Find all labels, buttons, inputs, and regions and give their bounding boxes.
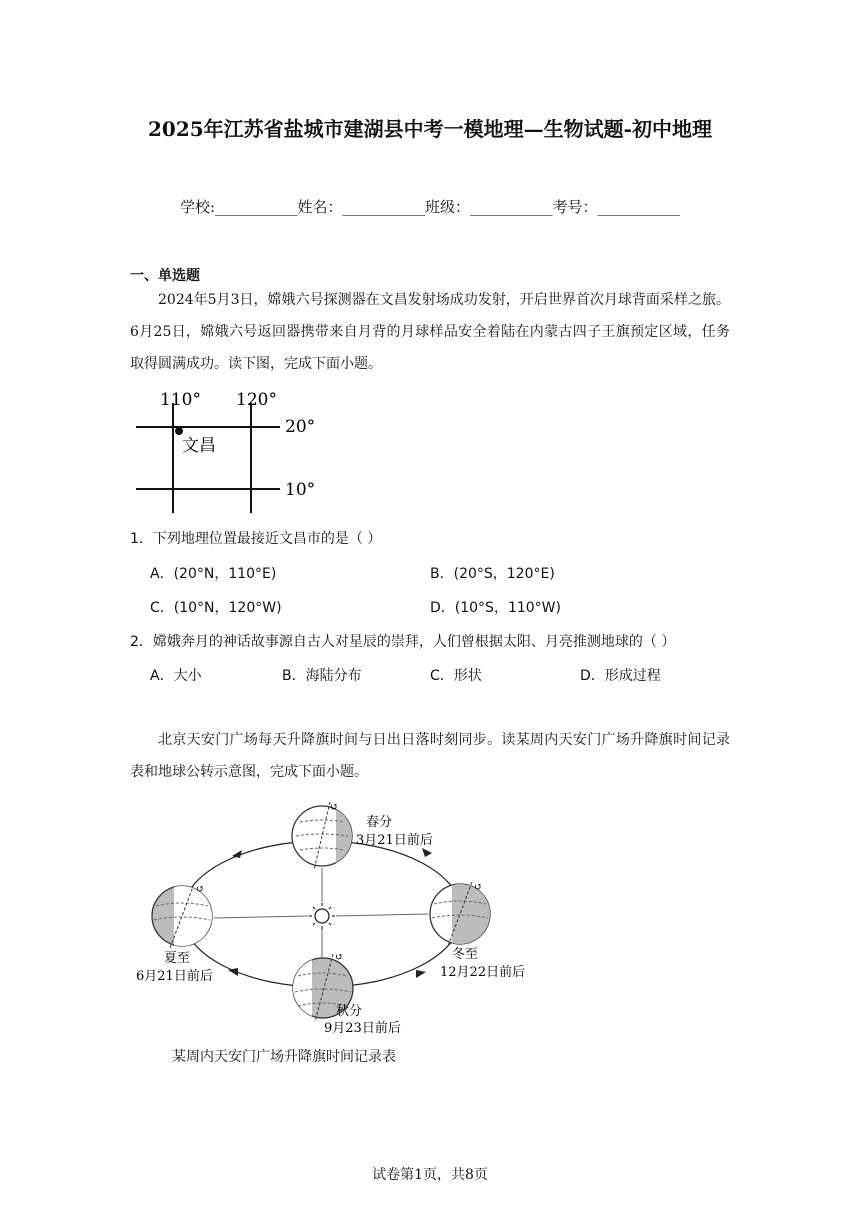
svg-text:↺: ↺ (335, 952, 344, 963)
question-1-stem: 1．下列地理位置最接近文昌市的是（ ） (130, 531, 382, 547)
earth-orbit-diagram (130, 800, 550, 1040)
section-heading: 一、单选题 (130, 268, 200, 284)
student-info-line: 学校:___________姓名：___________班级：___________考号：___________ (179, 198, 681, 216)
table-caption: 某周内天安门广场升降旗时间记录表 (172, 1049, 396, 1065)
question-2-option-b: B．海陆分布 (282, 668, 362, 684)
earth-summer-icon (152, 884, 214, 948)
page-footer: 试卷第1页，共8页 (372, 1167, 488, 1183)
question-2-option-d: D．形成过程 (580, 668, 661, 684)
earth-spring-icon (292, 802, 366, 870)
lat-label-10: 10° (285, 480, 316, 500)
city-label-wenchang: 文昌 (182, 436, 216, 456)
autumn-date: 9月23日前后 (324, 1021, 401, 1036)
sun-icon (309, 903, 335, 929)
lat-label-20: 20° (285, 417, 316, 437)
passage-2: 北京天安门广场每天升降旗时间与日出日落时刻同步。读某周内天安门广场升降旗时间记录表和地球公转示意图，完成下面小题。 (130, 732, 730, 780)
svg-text:↺: ↺ (474, 882, 483, 893)
wenchang-point (175, 427, 183, 435)
spring-label: 春分 (366, 815, 393, 830)
document-title: 2025年江苏省盐城市建湖县中考一模地理—生物试题-初中地理 (148, 117, 712, 141)
autumn-label: 秋分 (336, 1004, 363, 1019)
svg-text:↺: ↺ (330, 802, 339, 813)
orbit-arrow-icon (416, 970, 426, 978)
question-1-option-a: A．(20°N，110°E) (150, 566, 277, 582)
question-2-stem: 2．嫦娥奔月的神话故事源自古人对星辰的崇拜，人们曾根据太阳、月亮推测地球的（ ） (130, 634, 676, 650)
summer-date: 6月21日前后 (136, 969, 213, 984)
earth-winter-icon (430, 882, 492, 946)
question-1-option-c: C．(10°N，120°W) (150, 600, 282, 616)
summer-label: 夏至 (164, 951, 191, 966)
orbit-arrow-icon (422, 848, 432, 857)
lon-label-120: 120° (236, 390, 277, 410)
question-1-option-b: B．(20°S，120°E) (430, 566, 555, 582)
question-1-option-d: D．(10°S，110°W) (430, 600, 561, 616)
lat-lon-grid-map (130, 385, 330, 515)
passage-1: 2024年5月3日，嫦娥六号探测器在文昌发射场成功发射，开启世界首次月球背面采样之旅。6月25日，嫦娥六号返回器携带来自月背的月球样品安全着陆在内蒙古四子王旗预定区域，任务取得圆满成功。读下图，完成下面小题。 (130, 292, 730, 372)
svg-text:↺: ↺ (196, 884, 205, 895)
winter-label: 冬至 (452, 947, 479, 962)
spring-date: 3月21日前后 (356, 833, 433, 848)
lon-label-110: 110° (160, 390, 201, 410)
question-2-option-c: C．形状 (430, 668, 482, 684)
winter-date: 12月22日前后 (440, 965, 526, 980)
question-2-option-a: A．大小 (150, 668, 202, 684)
